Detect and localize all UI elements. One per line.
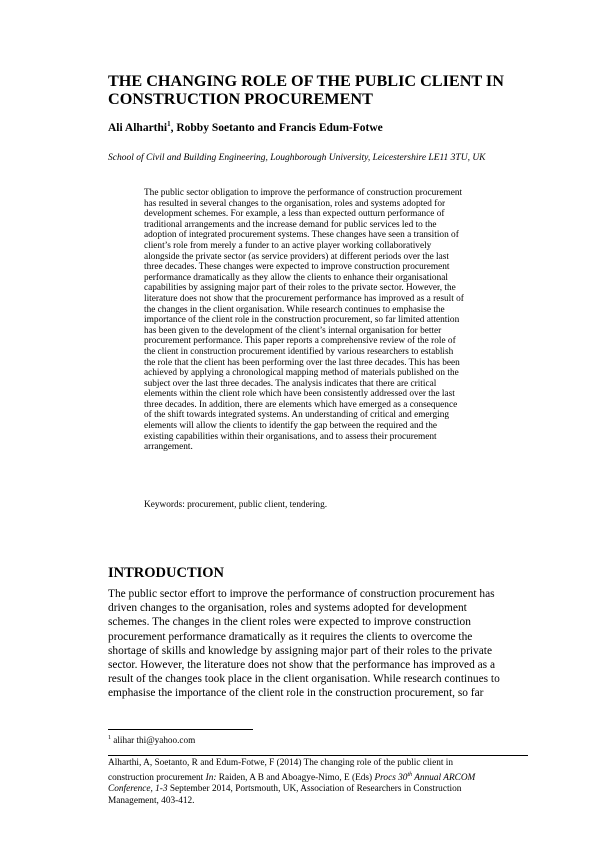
- body-line: driven changes to the organisation, roles and systems adopted for development: [108, 602, 467, 615]
- citation-text: construction procurement: [108, 772, 206, 783]
- abstract-line: development schemes. For example, a less than expected outturn performance of: [144, 209, 445, 220]
- abstract-line: performance dramatically as they allow the clients to enhance their organisational: [144, 272, 448, 283]
- abstract-line: importance of the client role in the construction procurement, so far limited attention: [144, 315, 460, 326]
- abstract-line: traditional arrangements and the increase demand for public services led to the: [144, 219, 437, 230]
- body-line: result of the changes took place in the client organisation. While research continues to: [108, 673, 500, 686]
- citation-text: September 2014, Portsmouth, UK, Association of Researchers in Construction: [167, 784, 462, 795]
- abstract-line: alongside the private sector (as service providers) at different periods over the last: [144, 251, 449, 262]
- body-line: sector. However, the literature does not show that the performance has improved as a: [108, 659, 496, 672]
- body-line: procurement performance dramatically as it requires the clients to overcome the: [108, 630, 473, 643]
- citation-in: In:: [205, 772, 217, 783]
- abstract-line: elements within the client role which have been consistently addressed over the last: [144, 389, 455, 400]
- author-list: [108, 120, 383, 134]
- abstract-line: literature does not show that the procurement performance has improved as a result of: [144, 293, 464, 304]
- citation-line: [108, 758, 528, 770]
- co-authors: , Robby Soetanto and Francis Edum-Fotwe: [170, 121, 383, 134]
- citation-pages: Management, 403-412.: [108, 795, 195, 806]
- citation-line: [108, 770, 528, 785]
- abstract-line: of the shift towards integrated systems. An understanding of critical and emerging: [144, 410, 450, 421]
- citation-line: [108, 784, 528, 796]
- citation-arcom: Annual ARCOM: [412, 772, 476, 783]
- affiliation: School of Civil and Building Engineering, Loughborough University, Leicestershire LE11 3TU, UK: [108, 153, 486, 163]
- citation-editors: Raiden, A B and Aboagye-Nimo, E (Eds): [216, 772, 375, 783]
- abstract-line: arrangement.: [144, 442, 193, 453]
- citation-line: [108, 796, 528, 808]
- abstract-line: the client in construction procurement identified by various researchers to establish: [144, 346, 454, 357]
- abstract-line: existing capabilities within their organisations, and to assess their procurement: [144, 431, 437, 442]
- abstract-line: has resulted in several changes to the organisation, roles and systems adopted for: [144, 198, 446, 209]
- footnote-divider: [108, 729, 253, 730]
- abstract-line: subject over the last three decades. The analysis indicates that there are critical: [144, 378, 437, 389]
- title-line-1: THE CHANGING ROLE OF THE PUBLIC CLIENT IN: [108, 72, 504, 90]
- citation-divider: [108, 755, 528, 756]
- section-heading-introduction: INTRODUCTION: [108, 565, 225, 581]
- abstract-line: three decades. In addition, there are elements which have emerged as a consequence: [144, 399, 458, 410]
- body-line: The public sector effort to improve the performance of construction procurement has: [108, 588, 495, 600]
- abstract-line: has been given to the development of the client’s internal organisation for better: [144, 325, 442, 336]
- abstract-line: elements will allow the clients to identify the gap between the required and the: [144, 421, 438, 432]
- introduction-body: [108, 587, 528, 701]
- abstract-line: achieved by applying a chronological mapping method of materials published on the: [144, 368, 459, 379]
- abstract: [144, 188, 492, 453]
- abstract-line: the role that the client has been performing over the last three decades. This has been: [144, 357, 460, 368]
- body-line: shortage of skills and knowledge by assigning major part of their roles to the private: [108, 644, 493, 657]
- paper-title: [108, 72, 528, 108]
- body-line: emphasise the importance of the client role in the construction procurement, so far: [108, 687, 484, 700]
- keywords: Keywords: procurement, public client, tendering.: [144, 500, 328, 510]
- citation-conference: Conference, 1-3: [108, 784, 168, 795]
- abstract-line: three decades. These changes were expected to improve construction procurement: [144, 262, 450, 273]
- abstract-line: the changes in the client organisation. While research continues to emphasise the: [144, 304, 445, 315]
- author-name: Ali Alharthi: [108, 121, 168, 134]
- citation: [108, 758, 528, 807]
- abstract-line: adoption of integrated procurement systems. These changes have seen a transition of: [144, 230, 459, 241]
- footnote: [108, 735, 195, 745]
- citation-procs: Procs 30: [374, 772, 408, 783]
- abstract-line: The public sector obligation to improve the performance of construction procurement: [144, 188, 463, 198]
- author-email: alihar thi@yahoo.com: [111, 735, 196, 746]
- abstract-line: procurement performance. This paper reports a comprehensive review of the role of: [144, 336, 456, 347]
- abstract-line: capabilities by assigning major part of their roles to the private sector. However, the: [144, 283, 456, 294]
- footnote-number: 1: [108, 735, 111, 741]
- title-line-2: CONSTRUCTION PROCUREMENT: [108, 90, 373, 108]
- abstract-line: client’s role from merely a funder to an active player working collaboratively: [144, 240, 432, 251]
- footnote-marker: 1: [167, 120, 171, 128]
- citation-ordinal: th: [407, 771, 413, 778]
- body-line: schemes. The changes in the client roles were expected to improve construction: [108, 616, 471, 629]
- citation-text: Alharthi, A, Soetanto, R and Edum-Fotwe, F (2014) The changing role of the public client in: [108, 758, 454, 768]
- citation-proceedings: [374, 773, 475, 783]
